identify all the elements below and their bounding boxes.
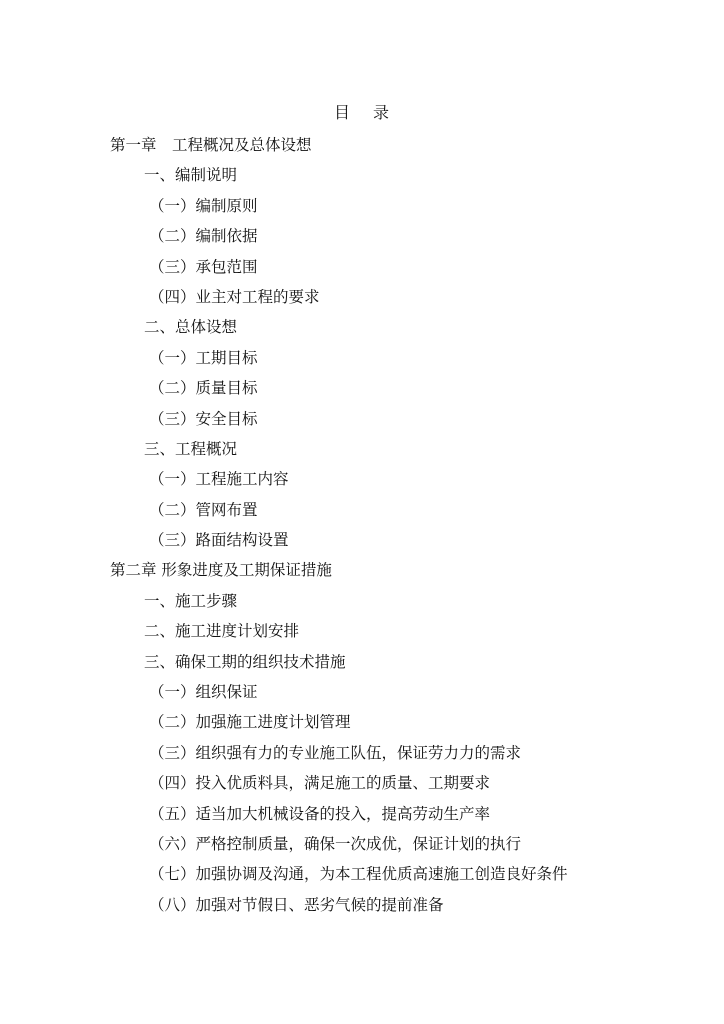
toc-section: 一、施工步骤 <box>144 591 238 610</box>
toc-subsection: （四）业主对工程的要求 <box>149 287 320 306</box>
toc-subsection: （六）严格控制质量，确保一次成优，保证计划的执行 <box>149 834 522 853</box>
toc-subsection: （二）加强施工进度计划管理 <box>149 713 351 732</box>
toc-section: 二、总体设想 <box>144 318 238 337</box>
toc-title-left: 目 <box>333 103 351 122</box>
toc-section: 三、确保工期的组织技术措施 <box>144 652 346 671</box>
toc-title <box>0 100 724 123</box>
toc-chapter: 第一章 工程概况及总体设想 <box>110 136 312 154</box>
toc-subsection: （三）安全目标 <box>149 409 258 428</box>
toc-subsection: （七）加强协调及沟通，为本工程优质高速施工创造良好条件 <box>149 865 568 884</box>
toc-chapter: 第二章 形象进度及工期保证措施 <box>110 561 332 580</box>
toc-title-right: 录 <box>373 103 391 122</box>
toc-list <box>0 131 724 921</box>
toc-subsection: （四）投入优质料具，满足施工的质量、工期要求 <box>149 774 491 793</box>
toc-subsection: （五）适当加大机械设备的投入，提高劳动生产率 <box>149 804 491 823</box>
toc-section: 一、编制说明 <box>144 166 238 185</box>
toc-section: 二、施工进度计划安排 <box>144 622 300 641</box>
toc-subsection: （一）编制原则 <box>149 196 258 215</box>
toc-subsection: （一）工程施工内容 <box>149 470 289 489</box>
toc-subsection: （八）加强对节假日、恶劣气候的提前准备 <box>149 895 444 914</box>
toc-subsection: （二）编制依据 <box>149 227 258 246</box>
toc-section: 三、工程概况 <box>144 439 238 458</box>
toc-subsection: （三）组织强有力的专业施工队伍，保证劳力力的需求 <box>149 743 522 762</box>
toc-subsection: （二）管网布置 <box>149 500 258 519</box>
toc-subsection: （一）组织保证 <box>149 683 258 702</box>
toc-subsection: （二）质量目标 <box>149 379 258 398</box>
toc-subsection: （一）工期目标 <box>149 348 258 367</box>
toc-subsection: （三）承包范围 <box>149 257 258 276</box>
toc-subsection: （三）路面结构设置 <box>149 531 289 550</box>
